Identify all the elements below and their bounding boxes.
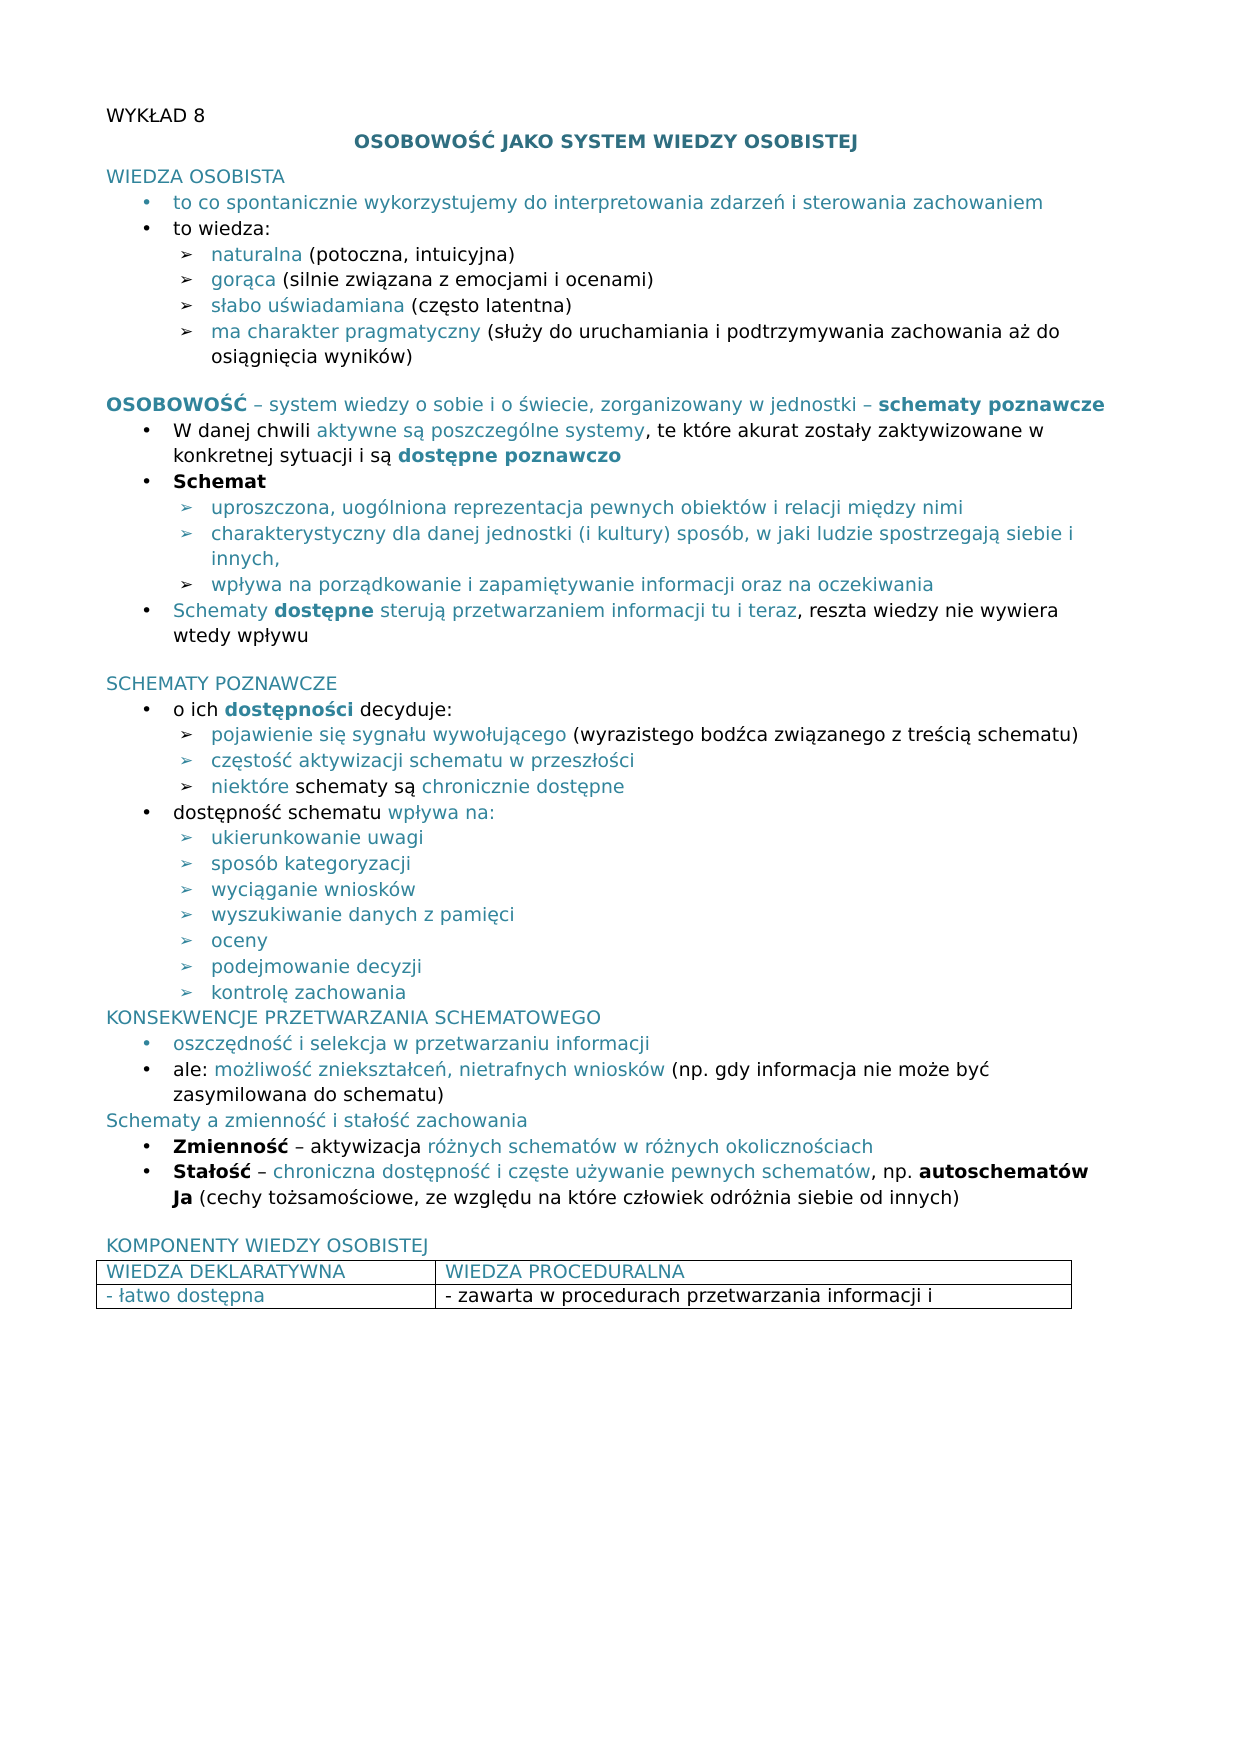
bullet-icon: • (141, 698, 153, 721)
spacer (106, 371, 1106, 393)
bullet-icon: • (141, 1058, 153, 1081)
arrow-item (106, 826, 1106, 852)
bullet-item (106, 1160, 1106, 1211)
arrow-bullet-icon: ➢ (179, 956, 194, 977)
arrow-item (106, 243, 1106, 269)
arrow-bullet-icon: ➢ (179, 751, 194, 772)
text-run: (silnie związana z emocjami i ocenami) (276, 269, 654, 292)
section-heading (106, 1006, 1106, 1032)
arrow-item (106, 929, 1106, 955)
document-body (106, 165, 1106, 1259)
knowledge-components-table (96, 1260, 1072, 1309)
text-run: aktywne są poszczególne systemy (316, 419, 646, 442)
section-heading (106, 1234, 1106, 1260)
text-run: o ich (173, 698, 225, 721)
text-run: – aktywizacja (288, 1135, 428, 1158)
text-run: , reszta wiedzy nie wywiera wtedy wpływu (173, 599, 1059, 648)
text-run: autoschematów Ja (173, 1161, 1089, 1210)
text-run: gorąca (211, 269, 277, 292)
text-run: (służy do uruchamiania i podtrzymywania zachowania aż do osiągnięcia wyników) (211, 320, 1060, 369)
text-run: Stałość (173, 1161, 252, 1184)
text-run: KOMPONENTY WIEDZY OSOBISTEJ (106, 1234, 429, 1257)
bullet-item (106, 698, 1106, 724)
text-run: to wiedza: (173, 217, 271, 240)
bullet-item (106, 470, 1106, 496)
section-heading (106, 672, 1106, 698)
arrow-item (106, 294, 1106, 320)
arrow-item (106, 749, 1106, 775)
paragraph (106, 393, 1106, 419)
arrow-item (106, 775, 1106, 801)
arrow-item (106, 496, 1106, 522)
arrow-bullet-icon: ➢ (179, 725, 194, 746)
arrow-bullet-icon: ➢ (179, 905, 194, 926)
text-run: decyduje: (353, 698, 453, 721)
arrow-item (106, 852, 1106, 878)
text-run: schematy są (289, 775, 422, 798)
bullet-item (106, 599, 1106, 650)
arrow-item (106, 573, 1106, 599)
arrow-bullet-icon: ➢ (179, 523, 194, 544)
bullet-icon: • (141, 1135, 153, 1158)
text-run: Schematy a zmienność i stałość zachowania (106, 1110, 528, 1133)
text-run: możliwość zniekształceń, nietrafnych wniosków (214, 1058, 666, 1081)
text-run: (cechy tożsamościowe, ze względu na które człowiek odróżnia siebie od innych) (192, 1187, 960, 1210)
table-cell: - zawarta w procedurach przetwarzania informacji i (436, 1284, 1072, 1308)
arrow-bullet-icon: ➢ (179, 931, 194, 952)
arrow-item (106, 320, 1106, 371)
text-run: – (251, 1161, 273, 1184)
text-run: Zmienność (173, 1135, 289, 1158)
text-run: oszczędność i selekcja w przetwarzaniu informacji (173, 1032, 650, 1055)
arrow-bullet-icon: ➢ (179, 497, 194, 518)
arrow-item (106, 268, 1106, 294)
arrow-bullet-icon: ➢ (179, 270, 194, 291)
text-run: chroniczna dostępność i częste używanie pewnych schematów (272, 1161, 871, 1184)
bullet-item (106, 217, 1106, 243)
table-cell: - łatwo dostępna (97, 1284, 436, 1308)
text-run: kontrolę zachowania (211, 981, 407, 1004)
text-run: – system wiedzy o sobie i o świecie, zorganizowany w jednostki – (247, 394, 879, 417)
table-row (97, 1284, 1072, 1308)
text-run: WIEDZA OSOBISTA (106, 166, 285, 189)
arrow-item (106, 981, 1106, 1007)
text-run: charakterystyczny dla danej jednostki (i kultury) sposób, w jaki ludzie spostrzegają siebie i innych, (211, 522, 1074, 571)
arrow-item (106, 522, 1106, 573)
bullet-icon: • (141, 801, 153, 824)
table-header-row (97, 1260, 1072, 1284)
text-run: słabo uświadamiana (211, 294, 405, 317)
arrow-bullet-icon: ➢ (179, 853, 194, 874)
arrow-bullet-icon: ➢ (179, 828, 194, 849)
text-run: schematy poznawcze (878, 394, 1105, 417)
bullet-item (106, 1135, 1106, 1161)
document-page (106, 104, 1106, 1309)
text-run: to co spontanicznie wykorzystujemy do interpretowania zdarzeń i sterowania zachowaniem (173, 192, 1044, 215)
bullet-icon: • (141, 599, 153, 622)
text-run: chronicznie dostępne (421, 775, 625, 798)
text-run: wyszukiwanie danych z pamięci (211, 904, 515, 927)
arrow-item (106, 955, 1106, 981)
text-run: dostępność schematu (173, 801, 388, 824)
text-run: wpływa na porządkowanie i zapamiętywanie informacji oraz na oczekiwania (211, 573, 934, 596)
text-run: (często latentna) (404, 294, 573, 317)
text-run: podejmowanie decyzji (211, 955, 423, 978)
text-run: uproszczona, uogólniona reprezentacja pewnych obiektów i relacji między nimi (211, 496, 964, 519)
bullet-icon: • (141, 471, 153, 494)
arrow-bullet-icon: ➢ (179, 879, 194, 900)
text-run: oceny (211, 930, 269, 953)
text-run: Schemat (173, 471, 267, 494)
arrow-bullet-icon: ➢ (179, 295, 194, 316)
text-run: częstość aktywizacji schematu w przeszłości (211, 750, 635, 773)
text-run: ale: (173, 1058, 215, 1081)
lecture-number: WYKŁAD 8 (106, 105, 206, 127)
arrow-bullet-icon: ➢ (179, 244, 194, 265)
text-run: wpływa na: (387, 801, 496, 824)
bullet-icon: • (141, 192, 153, 215)
text-run: W danej chwili (173, 419, 317, 442)
text-run: (np. gdy informacja nie może być zasymilowana do schematu) (173, 1058, 990, 1107)
bullet-item (106, 801, 1106, 827)
table-header: WIEDZA DEKLARATYWNA (97, 1260, 436, 1284)
text-run: ukierunkowanie uwagi (211, 827, 424, 850)
text-run: (potoczna, intuicyjna) (302, 243, 516, 266)
text-run: naturalna (211, 243, 303, 266)
arrow-bullet-icon: ➢ (179, 574, 194, 595)
arrow-item (106, 903, 1106, 929)
text-run: , np. (870, 1161, 919, 1184)
arrow-bullet-icon: ➢ (179, 321, 194, 342)
text-run: różnych schematów w różnych okolicznościach (427, 1135, 874, 1158)
section-heading (106, 165, 1106, 191)
arrow-item (106, 878, 1106, 904)
text-run: dostępności (224, 698, 354, 721)
section-heading (106, 1109, 1106, 1135)
text-run: sposób kategoryzacji (211, 852, 412, 875)
text-run: sterują przetwarzaniem informacji tu i teraz (374, 599, 797, 622)
bullet-item (106, 419, 1106, 470)
text-run: SCHEMATY POZNAWCZE (106, 673, 338, 696)
bullet-icon: • (141, 217, 153, 240)
bullet-item (106, 191, 1106, 217)
bullet-item (106, 1058, 1106, 1109)
bullet-icon: • (141, 1032, 153, 1055)
arrow-bullet-icon: ➢ (179, 776, 194, 797)
text-run: ma charakter pragmatyczny (211, 320, 481, 343)
page-title: OSOBOWOŚĆ JAKO SYSTEM WIEDZY OSOBISTEJ (353, 130, 859, 153)
text-run: , te które akurat zostały zaktywizowane w konkretnej sytuacji i są (173, 419, 1045, 468)
arrow-item (106, 723, 1106, 749)
arrow-bullet-icon: ➢ (179, 982, 194, 1003)
text-run: pojawienie się sygnału wywołującego (211, 724, 567, 747)
bullet-icon: • (141, 419, 153, 442)
text-run: KONSEKWENCJE PRZETWARZANIA SCHEMATOWEGO (106, 1007, 602, 1030)
spacer (106, 1212, 1106, 1234)
table-header: WIEDZA PROCEDURALNA (436, 1260, 1072, 1284)
text-run: wyciąganie wniosków (211, 878, 416, 901)
text-run: dostępne (274, 599, 375, 622)
bullet-icon: • (141, 1161, 153, 1184)
text-run: Schematy (173, 599, 275, 622)
text-run: OSOBOWOŚĆ (106, 394, 248, 417)
spacer (106, 650, 1106, 672)
bullet-item (106, 1032, 1106, 1058)
text-run: dostępne poznawczo (397, 445, 622, 468)
text-run: (wyrazistego bodźca związanego z treścią schematu) (566, 724, 1079, 747)
text-run: niektóre (211, 775, 290, 798)
